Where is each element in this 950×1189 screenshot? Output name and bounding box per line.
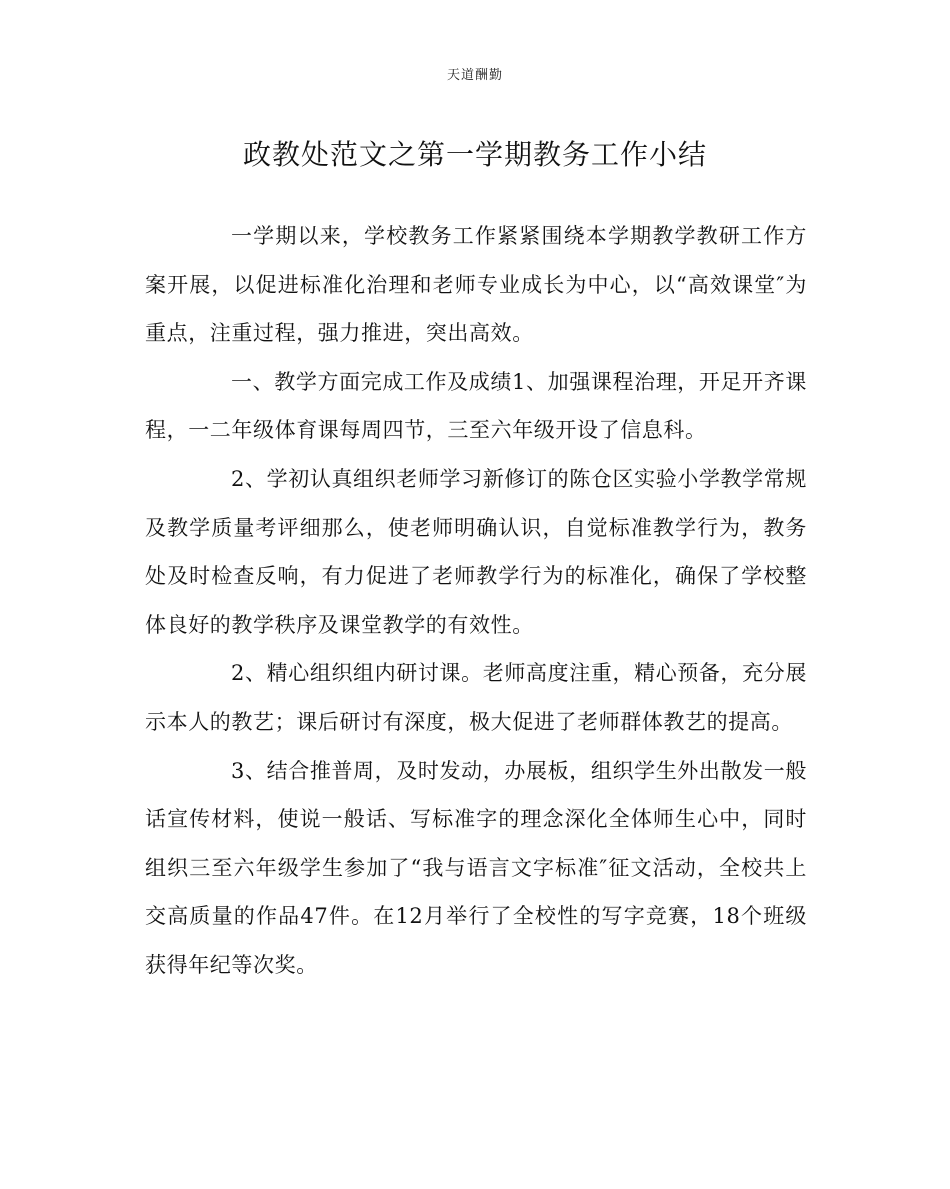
page-header: 天道酬勤 [446, 68, 503, 83]
document-body [145, 212, 807, 990]
paragraph-teaching-4: 3、结合推普周，及时发动，办展板，组织学生外出散发一般话宣传材料，使说一般话、写标准字的理念深化全体师生心中，同时组织三至六年级学生参加了“我与语言文字标准″征文活动，全校共上交高质量的作品47件。在12月举行了全校性的写字竞赛，18个班级获得年纪等次奖。 [145, 758, 807, 977]
paragraph-teaching-1: 一、教学方面完成工作及成绩1、加强课程治理，开足开齐课程，一二年级体育课每周四节，三至六年级开设了信息科。 [145, 369, 807, 443]
paragraph-teaching-3: 2、精心组织组内研讨课。老师高度注重，精心预备，充分展示本人的教艺；课后研讨有深度，极大促进了老师群体教艺的提高。 [145, 661, 807, 734]
document-title: 政教处范文之第一学期教务工作小结 [242, 138, 707, 171]
paragraph-teaching-2: 2、学初认真组织老师学习新修订的陈仓区实验小学教学常规及教学质量考评细那么，使老师明确认识，自觉标准教学行为，教务处及时检查反响，有力促进了老师教学行为的标准化，确保了学校整体良好的教学秩序及课堂教学的有效性。 [145, 466, 807, 637]
paragraph-intro: 一学期以来，学校教务工作紧紧围绕本学期教学教研工作方案开展，以促进标准化治理和老师专业成长为中心，以“高效课堂″为重点，注重过程，强力推进，突出高效。 [145, 224, 807, 346]
